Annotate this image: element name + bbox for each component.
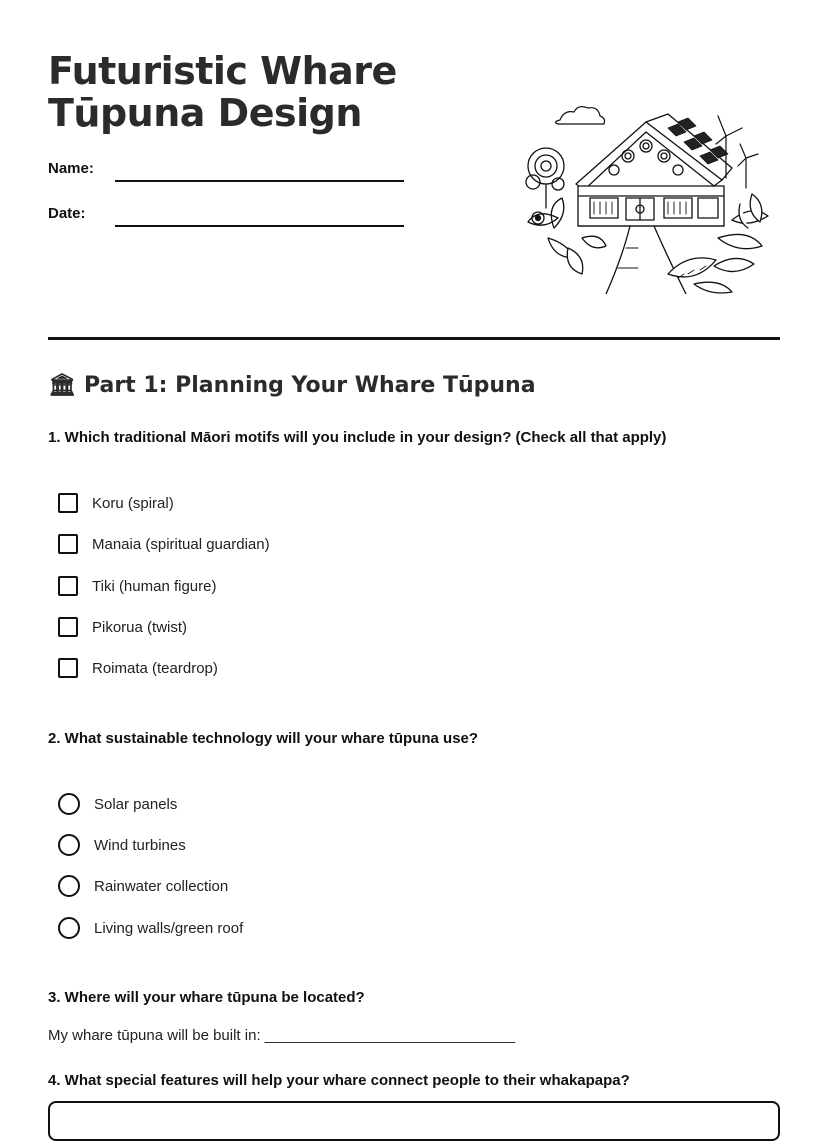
radio-button[interactable] xyxy=(58,834,80,856)
motif-option-roimata[interactable] xyxy=(58,656,218,680)
option-label: Tiki (human figure) xyxy=(92,577,217,595)
tech-option-rainwater[interactable] xyxy=(58,874,228,898)
section-divider xyxy=(48,337,780,340)
question-1: 1. Which traditional Māori motifs will you include in your design? (Check all that apply) xyxy=(48,429,667,446)
page-title xyxy=(48,50,488,134)
option-label: Living walls/green roof xyxy=(94,919,244,937)
part-1-heading-text: Part 1: Planning Your Whare Tūpuna xyxy=(83,373,536,398)
name-label: Name: xyxy=(48,160,94,177)
date-field-line[interactable] xyxy=(115,225,404,227)
checkbox[interactable] xyxy=(58,658,78,678)
tech-option-solar[interactable] xyxy=(58,792,177,816)
checkbox[interactable] xyxy=(58,617,78,637)
whakapapa-features-answer-box[interactable] xyxy=(48,1101,780,1141)
option-label: Pikorua (twist) xyxy=(92,618,188,636)
option-label: Manaia (spiritual guardian) xyxy=(92,535,270,553)
motif-option-tiki[interactable] xyxy=(58,574,216,598)
radio-button[interactable] xyxy=(58,875,80,897)
option-label: Roimata (teardrop) xyxy=(92,659,218,677)
part-1-heading xyxy=(48,373,536,398)
option-label: Solar panels xyxy=(94,795,178,813)
date-label: Date: xyxy=(48,205,86,222)
tech-option-living-walls[interactable] xyxy=(58,916,243,940)
title-line-1: Futuristic Whare xyxy=(48,49,397,93)
motif-option-pikorua[interactable] xyxy=(58,615,187,639)
radio-button[interactable] xyxy=(58,793,80,815)
radio-button[interactable] xyxy=(58,917,80,939)
question-2: 2. What sustainable technology will your whare tūpuna use? xyxy=(48,730,479,747)
name-field-line[interactable] xyxy=(115,180,404,182)
motif-option-manaia[interactable] xyxy=(58,532,270,556)
checkbox[interactable] xyxy=(58,576,78,596)
checkbox[interactable] xyxy=(58,534,78,554)
option-label: Wind turbines xyxy=(94,836,186,854)
tech-option-wind[interactable] xyxy=(58,833,186,857)
classical-building-icon: 🏛 xyxy=(48,373,76,398)
whare-illustration xyxy=(518,98,770,294)
worksheet-page xyxy=(48,0,780,1118)
motif-option-koru[interactable] xyxy=(58,491,174,515)
question-4: 4. What special features will help your whare connect people to their whakapapa? xyxy=(48,1072,630,1089)
option-label: Koru (spiral) xyxy=(92,494,174,512)
option-label: Rainwater collection xyxy=(94,877,229,895)
location-fill-in[interactable]: My whare tūpuna will be built in: ______________________________ xyxy=(48,1027,516,1044)
checkbox[interactable] xyxy=(58,493,78,513)
question-3: 3. Where will your whare tūpuna be located? xyxy=(48,989,365,1006)
title-line-2: Tūpuna Design xyxy=(48,91,362,135)
